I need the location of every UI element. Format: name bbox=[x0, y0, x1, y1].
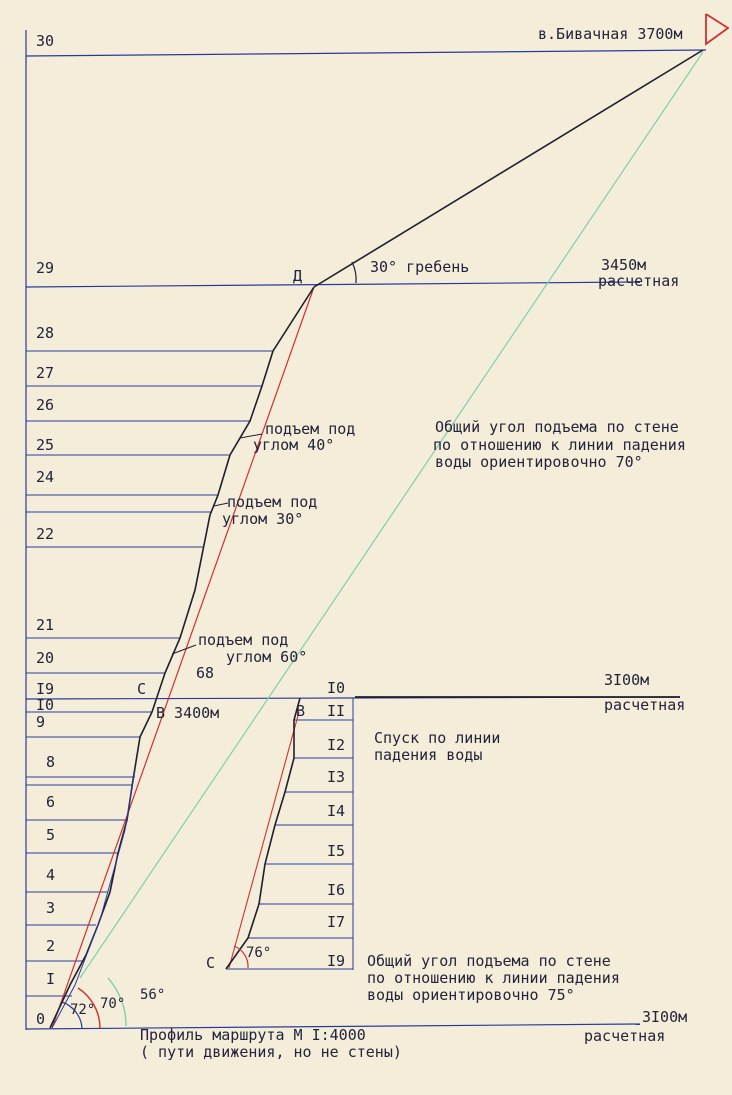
row-label-25: 25 bbox=[36, 436, 55, 454]
diagram-title: Профиль маршрута М I:4000 bbox=[140, 1026, 366, 1044]
overall-note-2-line2: по отношению к линии падения bbox=[367, 969, 620, 987]
point-c-label: С bbox=[137, 680, 147, 698]
route-line-blue bbox=[52, 770, 135, 1028]
overall-note-2-line3: воды ориентировочно 75° bbox=[367, 986, 575, 1004]
descent-route-line bbox=[226, 698, 300, 969]
climb-note-30-line1: подъем под bbox=[227, 493, 318, 511]
row-label-29: 29 bbox=[36, 259, 55, 277]
angle-76-label: 76° bbox=[246, 945, 272, 961]
descent-row-14: I4 bbox=[327, 802, 346, 820]
level-top-alt: 3450м bbox=[601, 256, 647, 274]
point-d-label: Д bbox=[293, 267, 303, 285]
descent-note-line1: Спуск по линии bbox=[374, 729, 501, 747]
row-label-4: 4 bbox=[46, 866, 56, 884]
overall-note-1-line1: Общий угол подъема по стене bbox=[435, 418, 679, 436]
climb-note-60-line2: углом 60° bbox=[226, 648, 308, 666]
row-label-8: 8 bbox=[46, 753, 56, 771]
row-label-9: 9 bbox=[36, 713, 46, 731]
descent-row-16: I6 bbox=[327, 881, 346, 899]
direct-line-right bbox=[229, 712, 299, 968]
row-label-2: 2 bbox=[46, 937, 56, 955]
overall-note-1-line3: воды ориентировочно 70° bbox=[435, 453, 643, 471]
level-top-name: расчетная bbox=[598, 272, 680, 290]
row-label-5: 5 bbox=[46, 826, 56, 844]
row-label-1: I bbox=[46, 970, 56, 988]
level-mid-name: расчетная bbox=[604, 696, 686, 714]
row-label-6: 6 bbox=[46, 793, 56, 811]
level-line-30 bbox=[26, 50, 706, 56]
diagram-subtitle: ( пути движения, но не стены) bbox=[140, 1043, 402, 1061]
point-b2-label: В bbox=[296, 702, 306, 720]
angle-72-label: 72° bbox=[70, 1002, 96, 1018]
row-label-30: 30 bbox=[36, 32, 55, 50]
descent-row-11: II bbox=[327, 702, 346, 720]
descent-row-13: I3 bbox=[327, 768, 346, 786]
overall-angle-line bbox=[80, 52, 703, 978]
angle-70-label: 70° bbox=[100, 996, 126, 1012]
row-label-0: 0 bbox=[36, 1010, 46, 1028]
climb-note-30-line2: углом 30° bbox=[222, 510, 304, 528]
row-label-21: 21 bbox=[36, 616, 55, 634]
arc-30-ridge bbox=[352, 262, 356, 283]
descent-row-10: I0 bbox=[327, 679, 346, 697]
summit-flag-icon bbox=[706, 14, 728, 44]
ridge-line bbox=[314, 50, 703, 287]
row-label-20: 20 bbox=[36, 649, 55, 667]
level-bottom-alt: 3I00м bbox=[642, 1008, 688, 1026]
row-label-28: 28 bbox=[36, 324, 55, 342]
overall-note-1-line2: по отношению к линии падения bbox=[433, 436, 686, 454]
descent-row-15: I5 bbox=[327, 842, 346, 860]
climb-note-40-line2: углом 40° bbox=[253, 436, 335, 454]
level-bottom-name: расчетная bbox=[584, 1027, 666, 1045]
climb-note-40-line1: подъем под bbox=[265, 420, 356, 438]
row-label-3: 3 bbox=[46, 899, 56, 917]
angle-56-label: 56° bbox=[140, 987, 166, 1003]
ridge-note: 30° гребень bbox=[370, 258, 470, 276]
descent-row-19: I9 bbox=[327, 952, 346, 970]
descent-row-12: I2 bbox=[327, 736, 346, 754]
point-c2-label: С bbox=[206, 954, 216, 972]
row-label-24: 24 bbox=[36, 468, 55, 486]
row-label-10: I0 bbox=[36, 696, 55, 714]
row-label-22: 22 bbox=[36, 525, 55, 543]
row-label-26: 26 bbox=[36, 396, 55, 414]
overall-note-2-line1: Общий угол подъема по стене bbox=[367, 952, 611, 970]
summit-label: в.Бивачная 3700м bbox=[538, 25, 683, 43]
descent-row-17: I7 bbox=[327, 913, 346, 931]
row-label-19: I9 bbox=[36, 680, 55, 698]
climb-note-68: 68 bbox=[196, 664, 215, 682]
climb-note-60-line1: подъем под bbox=[198, 631, 289, 649]
descent-note-line2: падения воды bbox=[374, 746, 483, 764]
level-mid-alt: 3I00м bbox=[604, 671, 650, 689]
row-label-27: 27 bbox=[36, 364, 55, 382]
point-b-label: В 3400м bbox=[156, 704, 220, 722]
note-arrow-30 bbox=[214, 503, 228, 506]
